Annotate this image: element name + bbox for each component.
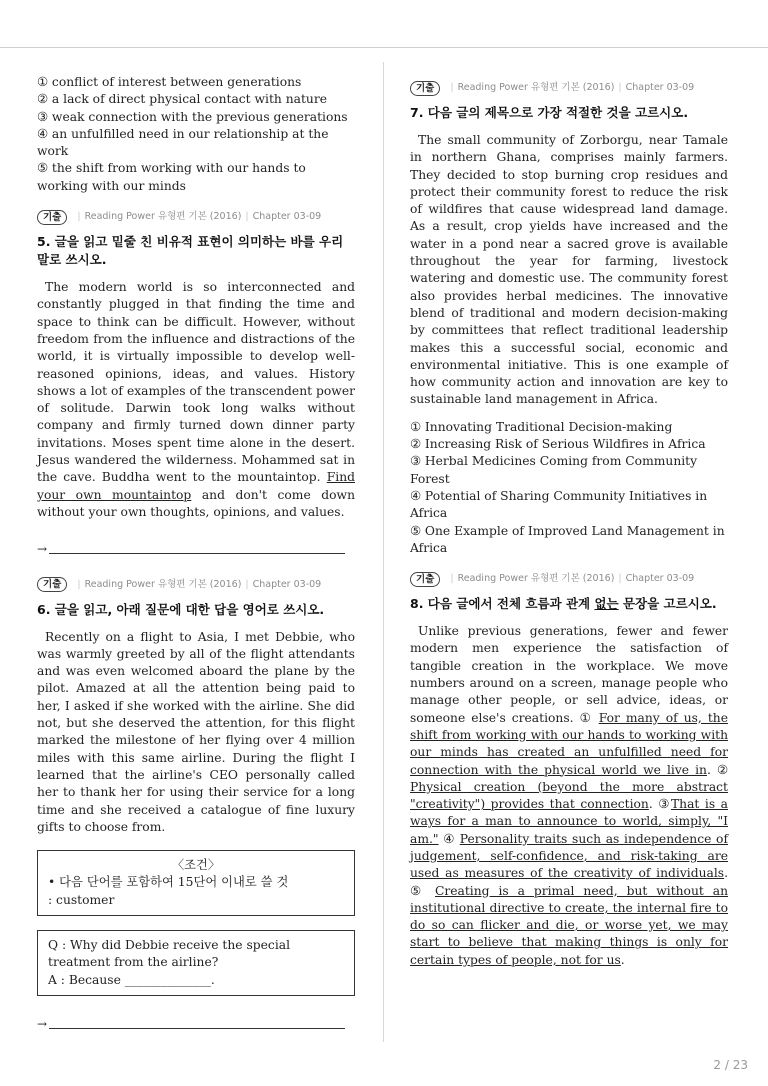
option[interactable]: ① Innovating Traditional Decision-making bbox=[410, 419, 673, 434]
question-meta: 기출 | Reading Power 유형편 기본 (2016) | Chapter 03-09 bbox=[410, 571, 728, 587]
header-divider bbox=[0, 47, 768, 48]
condition-box bbox=[37, 850, 355, 916]
question-title: 5. 글을 읽고 밑줄 친 비유적 표현이 의미하는 바를 우리말로 쓰시오. bbox=[37, 234, 344, 268]
arrow-icon: → bbox=[37, 1016, 48, 1031]
option: ② a lack of direct physical contact with nature bbox=[37, 92, 328, 107]
sentence-4: Personality traits such as independence of judgement, self-confidence, and risk-taking are used as measures of the creativity of individuals bbox=[410, 831, 728, 881]
arrow-icon: → bbox=[37, 542, 48, 557]
source-book: Reading Power 유형편 기본 (2016) bbox=[84, 211, 242, 223]
page-number: 2 / 23 bbox=[713, 1058, 748, 1072]
passage: Recently on a flight to Asia, I met Debbie, who was warmly greeted by all of the flight attendants and was even welcomed aboard the plane by the pilot. Amazed at all the attention being paid to her, I asked if she worked with the airline. She did not, but she deserved the attention, for this flight marked the milestone of her flying over 4 million miles with this same airline. During the flight I learned that the airline's CEO personally called her to thank her for using their service for a long time and she received a catalogue of fine luxury gifts to choose from. bbox=[37, 629, 355, 834]
option[interactable]: ② Increasing Risk of Serious Wildfires in Africa bbox=[410, 437, 706, 452]
answer-line[interactable] bbox=[37, 1016, 355, 1033]
source-book: Reading Power 유형편 기본 (2016) bbox=[457, 82, 615, 94]
underlined-phrase: Find your own mountaintop bbox=[37, 470, 355, 502]
sentence-5: Creating is a primal need, but without an institutional directive to create, the internal fire to do so can flicker and die, or worse yet, we may start to believe that making things is only for certain types of people, not for us bbox=[410, 883, 728, 967]
right-column bbox=[410, 80, 728, 969]
source-chapter: Chapter 03-09 bbox=[252, 578, 322, 590]
option: ① conflict of interest between generations bbox=[37, 75, 302, 89]
sentence-3: That is a ways for a man to announce to world, simply, "I am." bbox=[410, 797, 728, 846]
source-tag: 기출 bbox=[37, 577, 67, 592]
left-column bbox=[37, 74, 355, 1033]
question-meta: 기출 | Reading Power 유형편 기본 (2016) | Chapter 03-09 bbox=[410, 80, 728, 96]
qa-box bbox=[37, 930, 355, 996]
sentence-2: Physical creation (beyond the more abstract "creativity") provides that connection bbox=[410, 779, 728, 812]
condition-title: 〈조건〉 bbox=[171, 858, 221, 873]
answer-line[interactable] bbox=[37, 541, 355, 558]
passage: The small community of Zorborgu, near Tamale in northern Ghana, comprises mainly farmers. They decided to stop burning crop residues and protect their community forest to reduce the risk of wildfires that cause widespread land damage. As a result, crop yields have increased and the water in a pond near a sacred grove is available throughout the year for farming, livestock watering and domestic use. The community forest also provides herbal medicines. The innovative blend of traditional and modern decision-making by committees that reflect traditional leadership makes this a successful social, economic and environmental initiative. This is one example of how community action and innovation are key to sustainable land management in Africa. bbox=[410, 133, 728, 407]
option[interactable]: ④ Potential of Sharing Community Initiatives in Africa bbox=[410, 488, 708, 521]
option: ④ an unfulfilled need in our relationship at the work bbox=[37, 126, 329, 159]
option: ⑤ the shift from working with our hands to working with our minds bbox=[37, 161, 306, 193]
source-book: Reading Power 유형편 기본 (2016) bbox=[84, 578, 242, 590]
source-book: Reading Power 유형편 기본 (2016) bbox=[457, 573, 615, 585]
source-chapter: Chapter 03-09 bbox=[252, 211, 322, 223]
passage: The modern world is so interconnected and constantly plugged in that finding the time and space to think can be difficult. However, without freedom from the influence and distractions of the world, it is virtually impossible to develop well-reasoned opinions, ideas, and values. History shows a lot of examples of the transcendent power of solitude. Darwin took long walks without company and firmly turned down dinner party invitations. Moses spent time alone in the desert. Jesus wandered the wilderness. Mohammed sat in the cave. Buddha went to the mountaintop. Find your own mountaintop and don't come down without your own thoughts, opinions, and values. bbox=[37, 280, 355, 519]
qa-question: Q : Why did Debbie receive the special treatment from the airline? bbox=[48, 937, 291, 970]
source-tag: 기출 bbox=[410, 81, 440, 96]
passage: Unlike previous generations, fewer and fewer modern men experience the satisfaction of tangible creation in the workplace. We move numbers around on a screen, manage people who manage other people, or sell advice, ideas, or someone else's creations. ① For many of us, the shift from working with our hands to working with our minds has created an unfulfilled need for connection with the physical world we live in. ② Physical creation (beyond the more abstract "creativity") provides that connection. ③That is a ways for a man to announce to world, simply, "I am." ④ Personality traits such as independence of judgement, self-confidence, and risk-taking are used as measures of the creativity of individuals. ⑤ Creating is a primal need, but without an institutional directive to create, the internal fire to do so can flicker and die, or worse yet, we may start to believe that making things is only for certain types of people, not for us. bbox=[410, 624, 728, 967]
qa-answer[interactable]: A : Because ______________. bbox=[48, 972, 215, 987]
question-title: 6. 글을 읽고, 아래 질문에 대한 답을 영어로 쓰시오. bbox=[37, 601, 325, 617]
question-meta: 기출 | Reading Power 유형편 기본 (2016) | Chapter 03-09 bbox=[37, 577, 355, 593]
question-meta: 기출 | Reading Power 유형편 기본 (2016) | Chapter 03-09 bbox=[37, 209, 355, 225]
option[interactable]: ③ Herbal Medicines Coming from Community Forest bbox=[410, 454, 698, 486]
question-title: 8. 다음 글에서 전체 흐름과 관계 없는 문장을 고르시오. bbox=[410, 596, 717, 612]
condition-word: : customer bbox=[48, 892, 115, 907]
source-tag: 기출 bbox=[410, 572, 440, 587]
option: ③ weak connection with the previous generations bbox=[37, 109, 348, 124]
option[interactable]: ⑤ One Example of Improved Land Management in Africa bbox=[410, 523, 725, 555]
column-divider bbox=[383, 62, 384, 1042]
sentence-1: For many of us, the shift from working with our hands to working with our minds has created an unfulfilled need for connection with the physical world we live in bbox=[410, 710, 728, 777]
source-tag: 기출 bbox=[37, 210, 67, 225]
question-title: 7. 다음 글의 제목으로 가장 적절한 것을 고르시오. bbox=[410, 105, 689, 120]
source-chapter: Chapter 03-09 bbox=[625, 82, 695, 94]
condition-text: • 다음 단어를 포함하여 15단어 이내로 쓸 것 bbox=[48, 875, 289, 890]
source-chapter: Chapter 03-09 bbox=[625, 573, 695, 585]
